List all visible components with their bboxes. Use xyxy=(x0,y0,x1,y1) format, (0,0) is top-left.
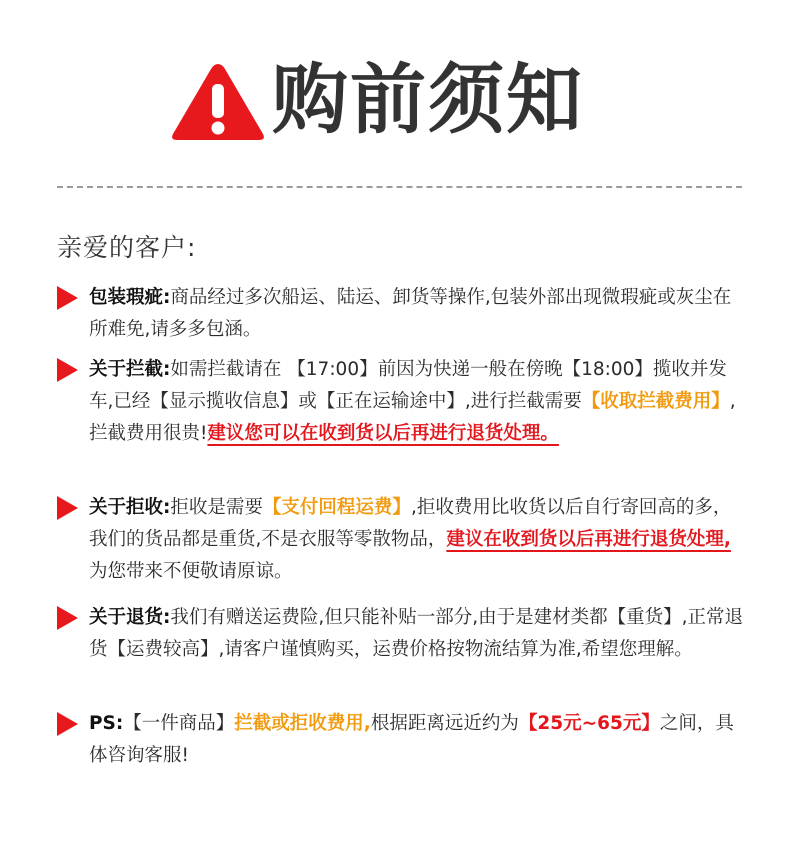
return-suggestion: 建议您可以在收到货以后再进行退货处理。 xyxy=(207,423,559,444)
notice-body-2: ,拒收费用比收货以后自行寄回高的多，我们的货品都是重货,不是衣服等零散物品， xyxy=(89,497,732,550)
interception-fee-highlight: 【收取拦截费用】 xyxy=(581,391,730,412)
return-suggestion: 建议在收到货以后再进行退货处理, xyxy=(446,529,731,550)
fee-highlight: 拦截或拒收费用, xyxy=(234,713,371,734)
notice-text xyxy=(89,492,747,588)
greeting: 亲爱的客户: xyxy=(57,233,197,262)
arrow-icon xyxy=(57,286,78,310)
arrow-icon xyxy=(57,358,78,382)
notice-body-3: 之间，具体咨询客服! xyxy=(89,713,734,766)
notice-body: 【一件商品】 xyxy=(123,713,235,734)
notice-body-2: ,拦截费用很贵! xyxy=(89,391,736,444)
notice-label: 关于退货: xyxy=(89,607,171,628)
return-freight-highlight: 【支付回程运费】 xyxy=(262,497,411,518)
arrow-icon xyxy=(57,712,78,736)
notice-label: 包装瑕疵: xyxy=(89,287,171,308)
notice-text xyxy=(89,354,747,450)
notice-label: 关于拦截: xyxy=(89,359,171,380)
notice-body-2: 根据距离远近约为 xyxy=(370,713,519,734)
notice-body-3: 为您带来不便敬请原谅。 xyxy=(89,561,293,582)
header xyxy=(0,55,790,145)
price-range-highlight: 【25元~65元】 xyxy=(518,713,660,734)
notice-body: 拒收是需要 xyxy=(170,497,263,518)
notice-body: 商品经过多次船运、陆运、卸货等操作,包装外部出现微瑕疵或灰尘在所难免,请多多包涵。 xyxy=(89,287,732,340)
notice-body: 如需拦截请在 【17:00】前因为快递一般在傍晚【18:00】揽收并发车,已经【显示揽收信息】或【正在运输途中】,进行拦截需要 xyxy=(89,359,727,412)
arrow-icon xyxy=(57,496,78,520)
warning-triangle-icon xyxy=(170,60,266,144)
arrow-icon xyxy=(57,606,78,630)
notice-label: PS: xyxy=(89,713,124,734)
notice-text xyxy=(89,282,747,346)
divider xyxy=(57,186,742,188)
notice-text xyxy=(89,708,747,772)
notice-body: 我们有赠送运费险,但只能补贴一部分,由于是建材类都【重货】,正常退货【运费较高】,请客户谨慎购买，运费价格按物流结算为准,希望您理解。 xyxy=(89,607,744,660)
notice-label: 关于拒收: xyxy=(89,497,171,518)
notice-text xyxy=(89,602,747,666)
page-title: 购前须知 xyxy=(272,55,584,144)
